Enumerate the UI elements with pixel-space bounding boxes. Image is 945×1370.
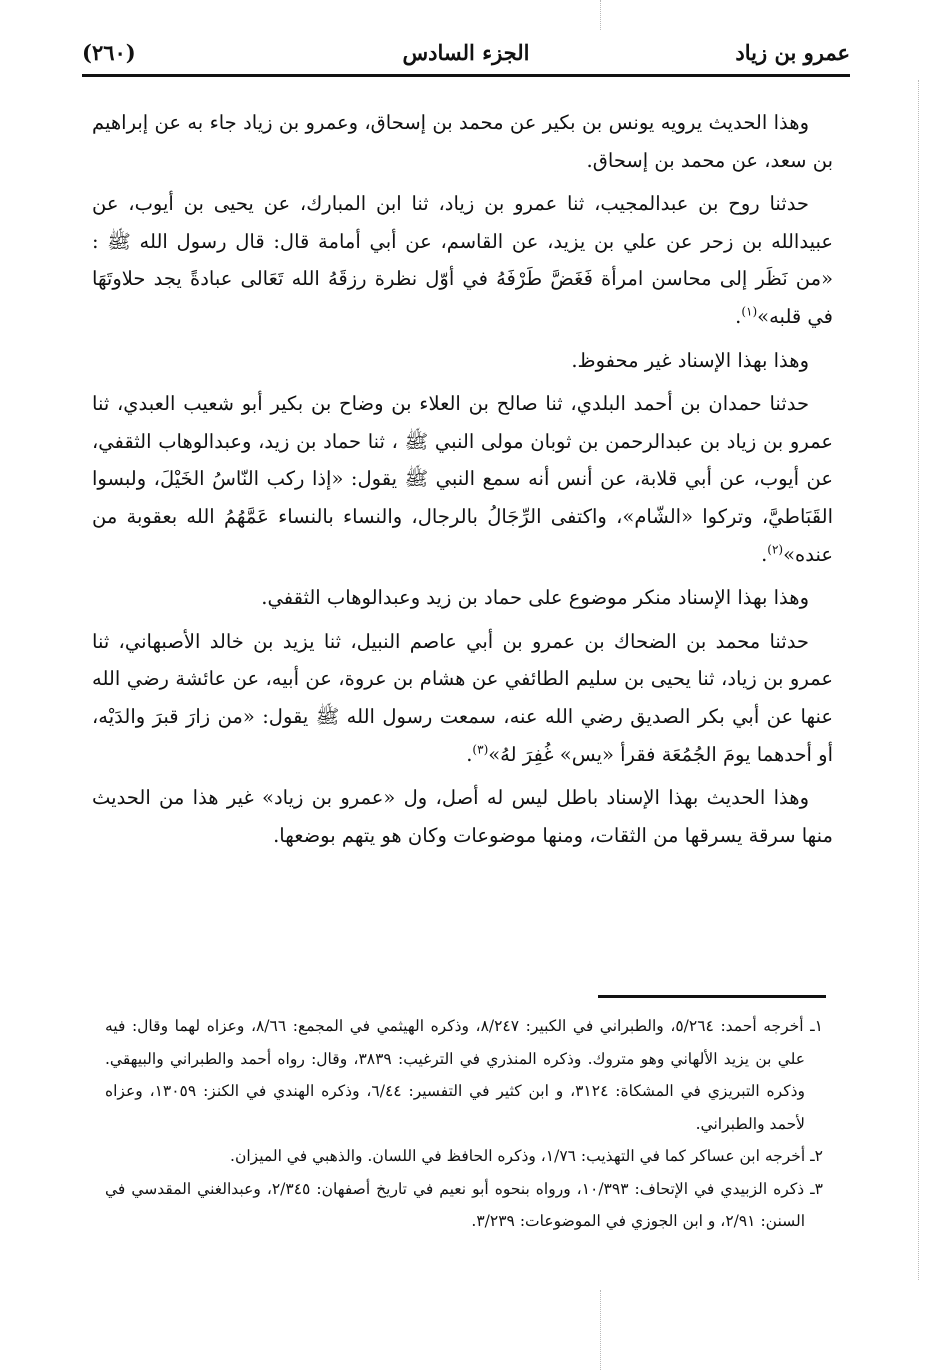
footnote-number: ١ـ: [810, 1017, 823, 1035]
footnote-number: ٣ـ: [810, 1179, 823, 1198]
main-text: [92, 104, 833, 860]
header-volume-title: الجزء السادس: [402, 40, 530, 65]
header-divider: [82, 74, 850, 77]
header-section-name: عمرو بن زياد: [735, 40, 850, 65]
scan-artifact: [918, 80, 919, 1280]
scan-artifact: [600, 1290, 601, 1370]
footnote-divider: [598, 995, 826, 998]
footnote-text: أخرجه أحمد: ٥/٢٦٤، والطبراني في الكبير: ٨/٢٤٧، وذكره الهيثمي في المجمع: ٨/٦٦، وعزاه لهما وقال: فيه علي بن يزيد الألهاني وهو متروك. وذكره المنذري في الترغيب: ٣٨٣٩، وقال: رواه أحمد والطبراني والبيهقي. وذكره التبريزي في المشكاة: ٣١٢٤، و ابن كثير في التفسير: ٦/٤٤، وذكره الهندي في الكنز: ١٣٠٥٩، وعزاه لأحمد والطبراني.: [105, 1017, 805, 1133]
footnote: [105, 1010, 823, 1140]
scan-artifact: [600, 0, 601, 30]
paragraph: وهذا الحديث بهذا الإسناد باطل ليس له أصل، ول «عمرو بن زياد» غير هذا من الحديث منها سرقة يسرقها من الثقات، ومنها موضوعات وكان هو يتهم بوضعها.: [92, 786, 833, 847]
footnotes: [105, 1010, 823, 1238]
footnote: [105, 1173, 823, 1238]
paragraph-text: حدثنا روح بن عبدالمجيب، ثنا عمرو بن زياد، ثنا ابن المبارك، عن يحيى بن أيوب، عن عبيدالله بن زحر عن علي بن يزيد، عن القاسم، عن أبي أمامة قال: قال رسول الله ﷺ : «من نَظَر إلى محاسن امرأة فَغَضَّ طَرْفَهُ في أوّل نظرة رزقَهُ الله تَعَالى عبادةً يجد حلاوتَهَا في قلبه»: [92, 192, 833, 328]
page-number: (٢٦٠): [82, 40, 136, 65]
paragraph-text: حدثنا محمد بن الضحاك بن عمرو بن أبي عاصم النبيل، ثنا يزيد بن خالد الأصبهاني، ثنا عمرو بن زياد، ثنا يحيى بن سليم الطائفي عن هشام بن عروة، عن أبيه، عن عائشة رضي الله عنها عن أبي بكر الصديق رضي الله عنه، سمعت رسول الله ﷺ يقول: «من زارَ قبرَ والدَيْه، أو أحدهما يومَ الجُمُعَة فقرأ «يس» غُفِرَ لهُ»: [92, 629, 833, 766]
footnote: [105, 1140, 823, 1173]
footnote-text: أخرجه ابن عساكر كما في التهذيب: ١/٧٦، وذكره الحافظ في اللسان. والذهبي في الميزان.: [230, 1147, 806, 1165]
paragraph: وهذا الحديث يرويه يونس بن بكير عن محمد بن إسحاق، وعمرو بن زياد جاء به عن إبراهيم بن سعد، عن محمد بن إسحاق.: [92, 111, 833, 172]
footnote-marker: (٣): [472, 742, 489, 756]
paragraph: حدثنا روح بن عبدالمجيب، ثنا عمرو بن زياد، ثنا ابن المبارك، عن يحيى بن أيوب، عن عبيدالله بن زحر عن علي بن يزيد، عن القاسم، عن أبي أمامة قال: قال رسول الله ﷺ : «من نَظَر إلى محاسن امرأة فَغَضَّ طَرْفَهُ في أوّل نظرة رزقَهُ الله تَعَالى عبادةً يجد حلاوتَهَا في قلبه»$^{(١)}$.: [92, 192, 833, 328]
running-header: [82, 32, 850, 72]
paragraph: وهذا بهذا الإسناد غير محفوظ.: [571, 348, 809, 372]
paragraph: حدثنا حمدان بن أحمد البلدي، ثنا صالح بن العلاء بن وضاح بن بكير أبو شعيب العبدي، ثنا عمرو بن زياد بن عبدالرحمن بن ثوبان مولى النبي ﷺ ، ثنا حماد بن زيد، وعبدالوهاب الثقفي، عن أيوب، عن أبي قلابة، عن أنس أنه سمع النبي ﷺ يقول: «إذا ركب النّاسُ الخَيْلَ، ولبسوا القَبَاطيَّ، وتركوا «الشّام»، واكتفى الرِّجَالُ بالرجال، والنساء بالنساء عَمَّهُمُ الله بعقوبة من عنده»$^{(٢)}$.: [92, 392, 833, 566]
footnote-number: ٢ـ: [810, 1147, 823, 1165]
footnote-text: ذكره الزبيدي في الإتحاف: ١٠/٣٩٣، ورواه بنحوه أبو نعيم في تاريخ أصفهان: ٢/٣٤٥، وعبدالغني المقدسي في السنن: ٢/٩١، و ابن الجوزي في الموضوعات: ٣/٢٣٩.: [105, 1179, 805, 1230]
paragraph: حدثنا محمد بن الضحاك بن عمرو بن أبي عاصم النبيل، ثنا يزيد بن خالد الأصبهاني، ثنا عمرو بن زياد، ثنا يحيى بن سليم الطائفي عن هشام بن عروة، عن أبيه، عن عائشة رضي الله عنها عن أبي بكر الصديق رضي الله عنه، سمعت رسول الله ﷺ يقول: «من زارَ قبرَ والدَيْه، أو أحدهما يومَ الجُمُعَة فقرأ «يس» غُفِرَ لهُ»$^{(٣)}$.: [92, 629, 833, 766]
paragraph: وهذا بهذا الإسناد منكر موضوع على حماد بن زيد وعبدالوهاب الثقفي.: [261, 586, 809, 610]
footnote-marker: (٢): [767, 542, 784, 557]
paragraph-text: حدثنا حمدان بن أحمد البلدي، ثنا صالح بن العلاء بن وضاح بن بكير أبو شعيب العبدي، ثنا عمرو بن زياد بن عبدالرحمن بن ثوبان مولى النبي ﷺ ، ثنا حماد بن زيد، وعبدالوهاب الثقفي، عن أيوب، عن أبي قلابة، عن أنس أنه سمع النبي ﷺ يقول: «إذا ركب النّاسُ الخَيْلَ، ولبسوا القَبَاطيَّ، وتركوا «الشّام»، واكتفى الرِّجَالُ بالرجال، والنساء بالنساء عَمَّهُمُ الله بعقوبة من عنده»: [92, 392, 833, 566]
footnote-marker: (١): [741, 304, 758, 319]
